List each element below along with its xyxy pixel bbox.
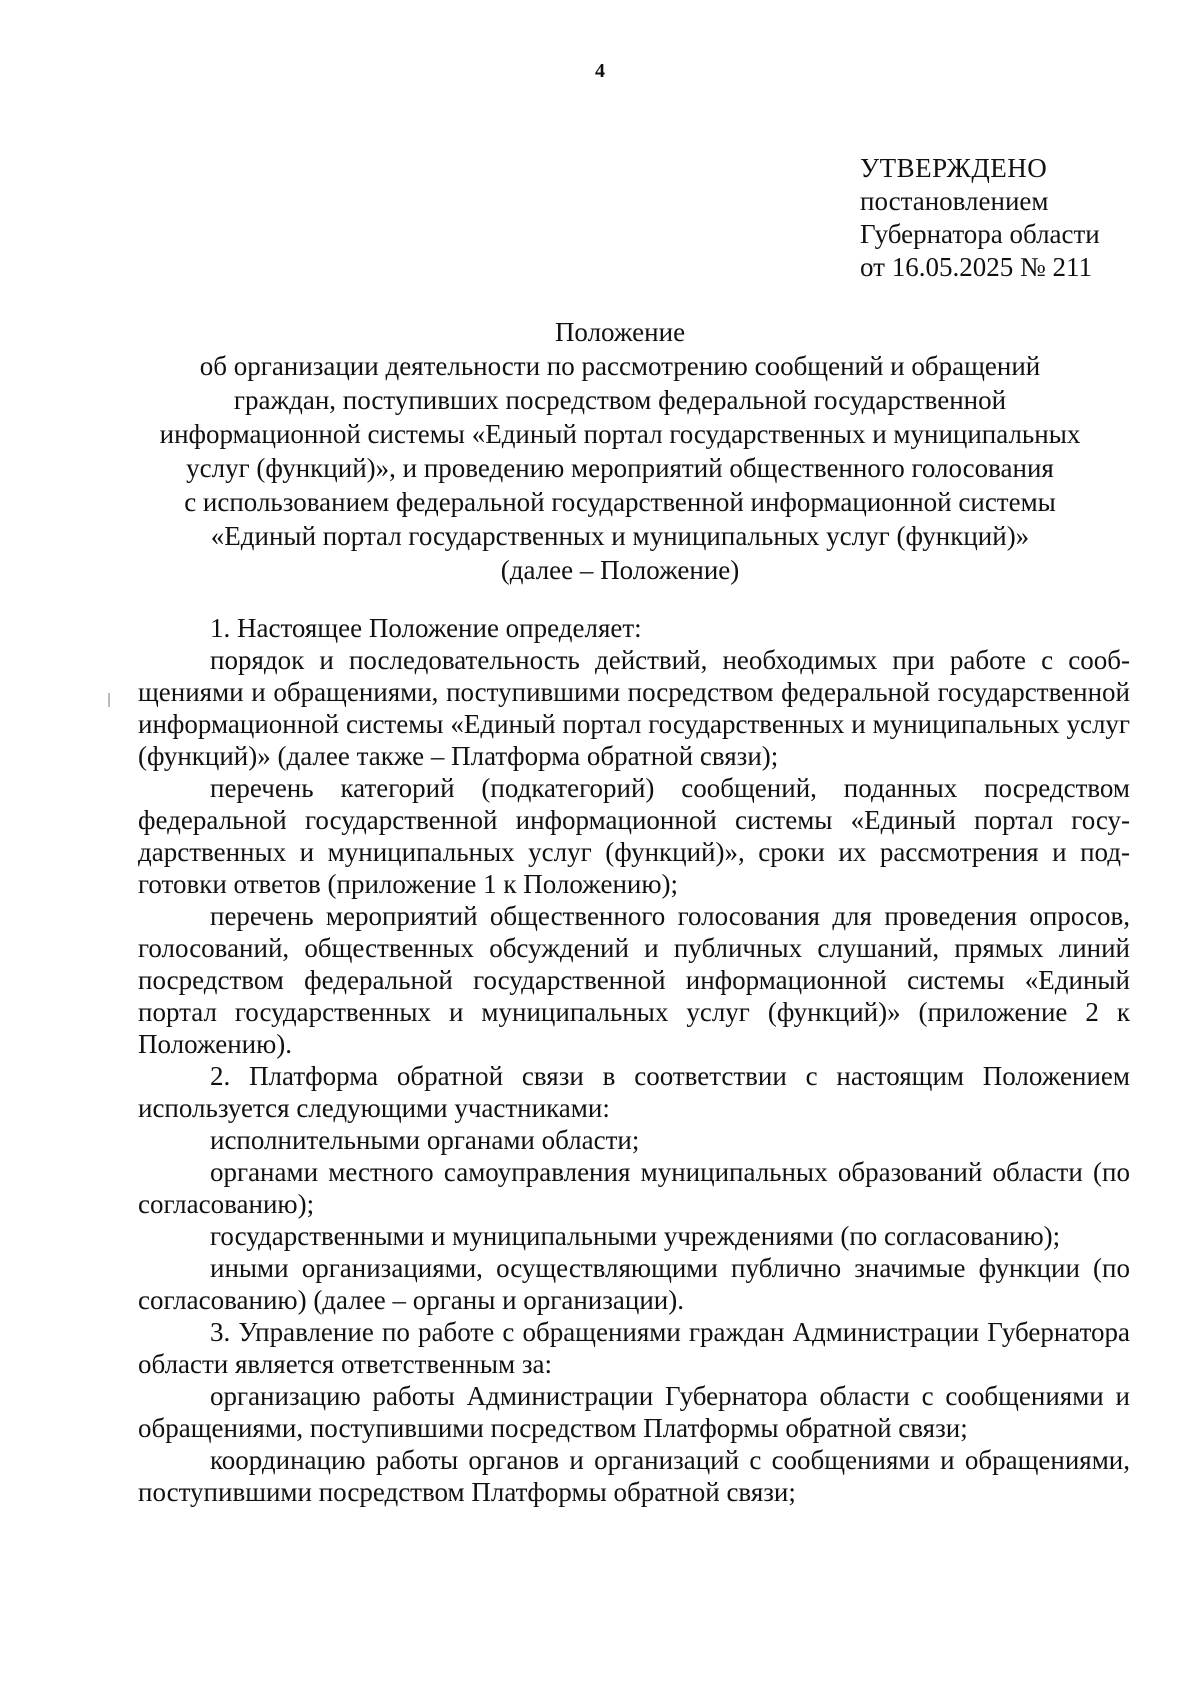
page-number: 4 xyxy=(595,60,605,82)
paragraph: порядок и последовательность действий, необходимых при работе с сообщениями и обращениями, поступившими посредством федеральной государственной информационной системы «Единый портал государственных и муниципальных услуг (функций)» (далее также – Платформа обратной связи); xyxy=(138,645,1130,771)
paragraph: перечень мероприятий общественного голосования для проведения опросов, голосований, общественных обсуждений и публичных слушаний, прямых линий посредством федеральной государственной информационной системы «Единый портал государственных и муниципальных услуг (функций)» (приложение 2 к Положению). xyxy=(138,901,1130,1059)
paragraph-section-1: 1. Настоящее Положение определяет: xyxy=(210,613,642,643)
paragraph: исполнительными органами области; xyxy=(210,1125,640,1155)
paragraph-section-3: 3. Управление по работе с обращениями граждан Администрации Губернатора области является ответственным за: xyxy=(138,1317,1130,1379)
approval-line: постановлением xyxy=(860,186,1049,216)
approval-date-number: от 16.05.2025 № 211 xyxy=(860,252,1092,282)
scan-margin-mark xyxy=(108,693,110,707)
title-heading: Положение xyxy=(554,317,686,347)
title-line: (далее – Положение) xyxy=(500,555,740,585)
title-line: об организации деятельности по рассмотрению сообщений и обращений xyxy=(199,351,1041,381)
paragraph: иными организациями, осуществляющими публично значимые функции (по согласованию) (далее – органы и организации). xyxy=(138,1253,1130,1315)
paragraph: организацию работы Администрации Губернатора области с сообщениями и обращениями, поступившими посредством Платформы обратной связи; xyxy=(138,1381,1130,1443)
paragraph: органами местного самоуправления муниципальных образований области (по согласованию); xyxy=(138,1157,1130,1219)
paragraph: государственными и муниципальными учреждениями (по согласованию); xyxy=(210,1221,1061,1251)
paragraph-section-2: 2. Платформа обратной связи в соответствии с настоящим Положением используется следующими участниками: xyxy=(138,1061,1130,1123)
document-title xyxy=(120,315,1120,587)
approval-line: Губернатора области xyxy=(860,219,1100,249)
document-body xyxy=(138,612,1130,1508)
paragraph: перечень категорий (подкатегорий) сообщений, поданных посредством федеральной государственной информационной системы «Единый портал государственных и муниципальных услуг (функций)», сроки их рассмотрения и подготовки ответов (приложение 1 к Положению); xyxy=(138,773,1130,899)
title-line: «Единый портал государственных и муниципальных услуг (функций)» xyxy=(210,521,1030,551)
title-line: услуг (функций)», и проведению мероприятий общественного голосования xyxy=(186,453,1054,483)
approval-stamp xyxy=(860,152,1100,284)
title-line: информационной системы «Единый портал государственных и муниципальных xyxy=(159,419,1081,449)
paragraph: координацию работы органов и организаций с сообщениями и обращениями, поступившими посредством Платформы обратной связи; xyxy=(138,1445,1130,1507)
title-line: с использованием федеральной государственной информационной системы xyxy=(184,487,1056,517)
title-line: граждан, поступивших посредством федеральной государственной xyxy=(233,385,1007,415)
approval-title: УТВЕРЖДЕНО xyxy=(860,153,1048,183)
